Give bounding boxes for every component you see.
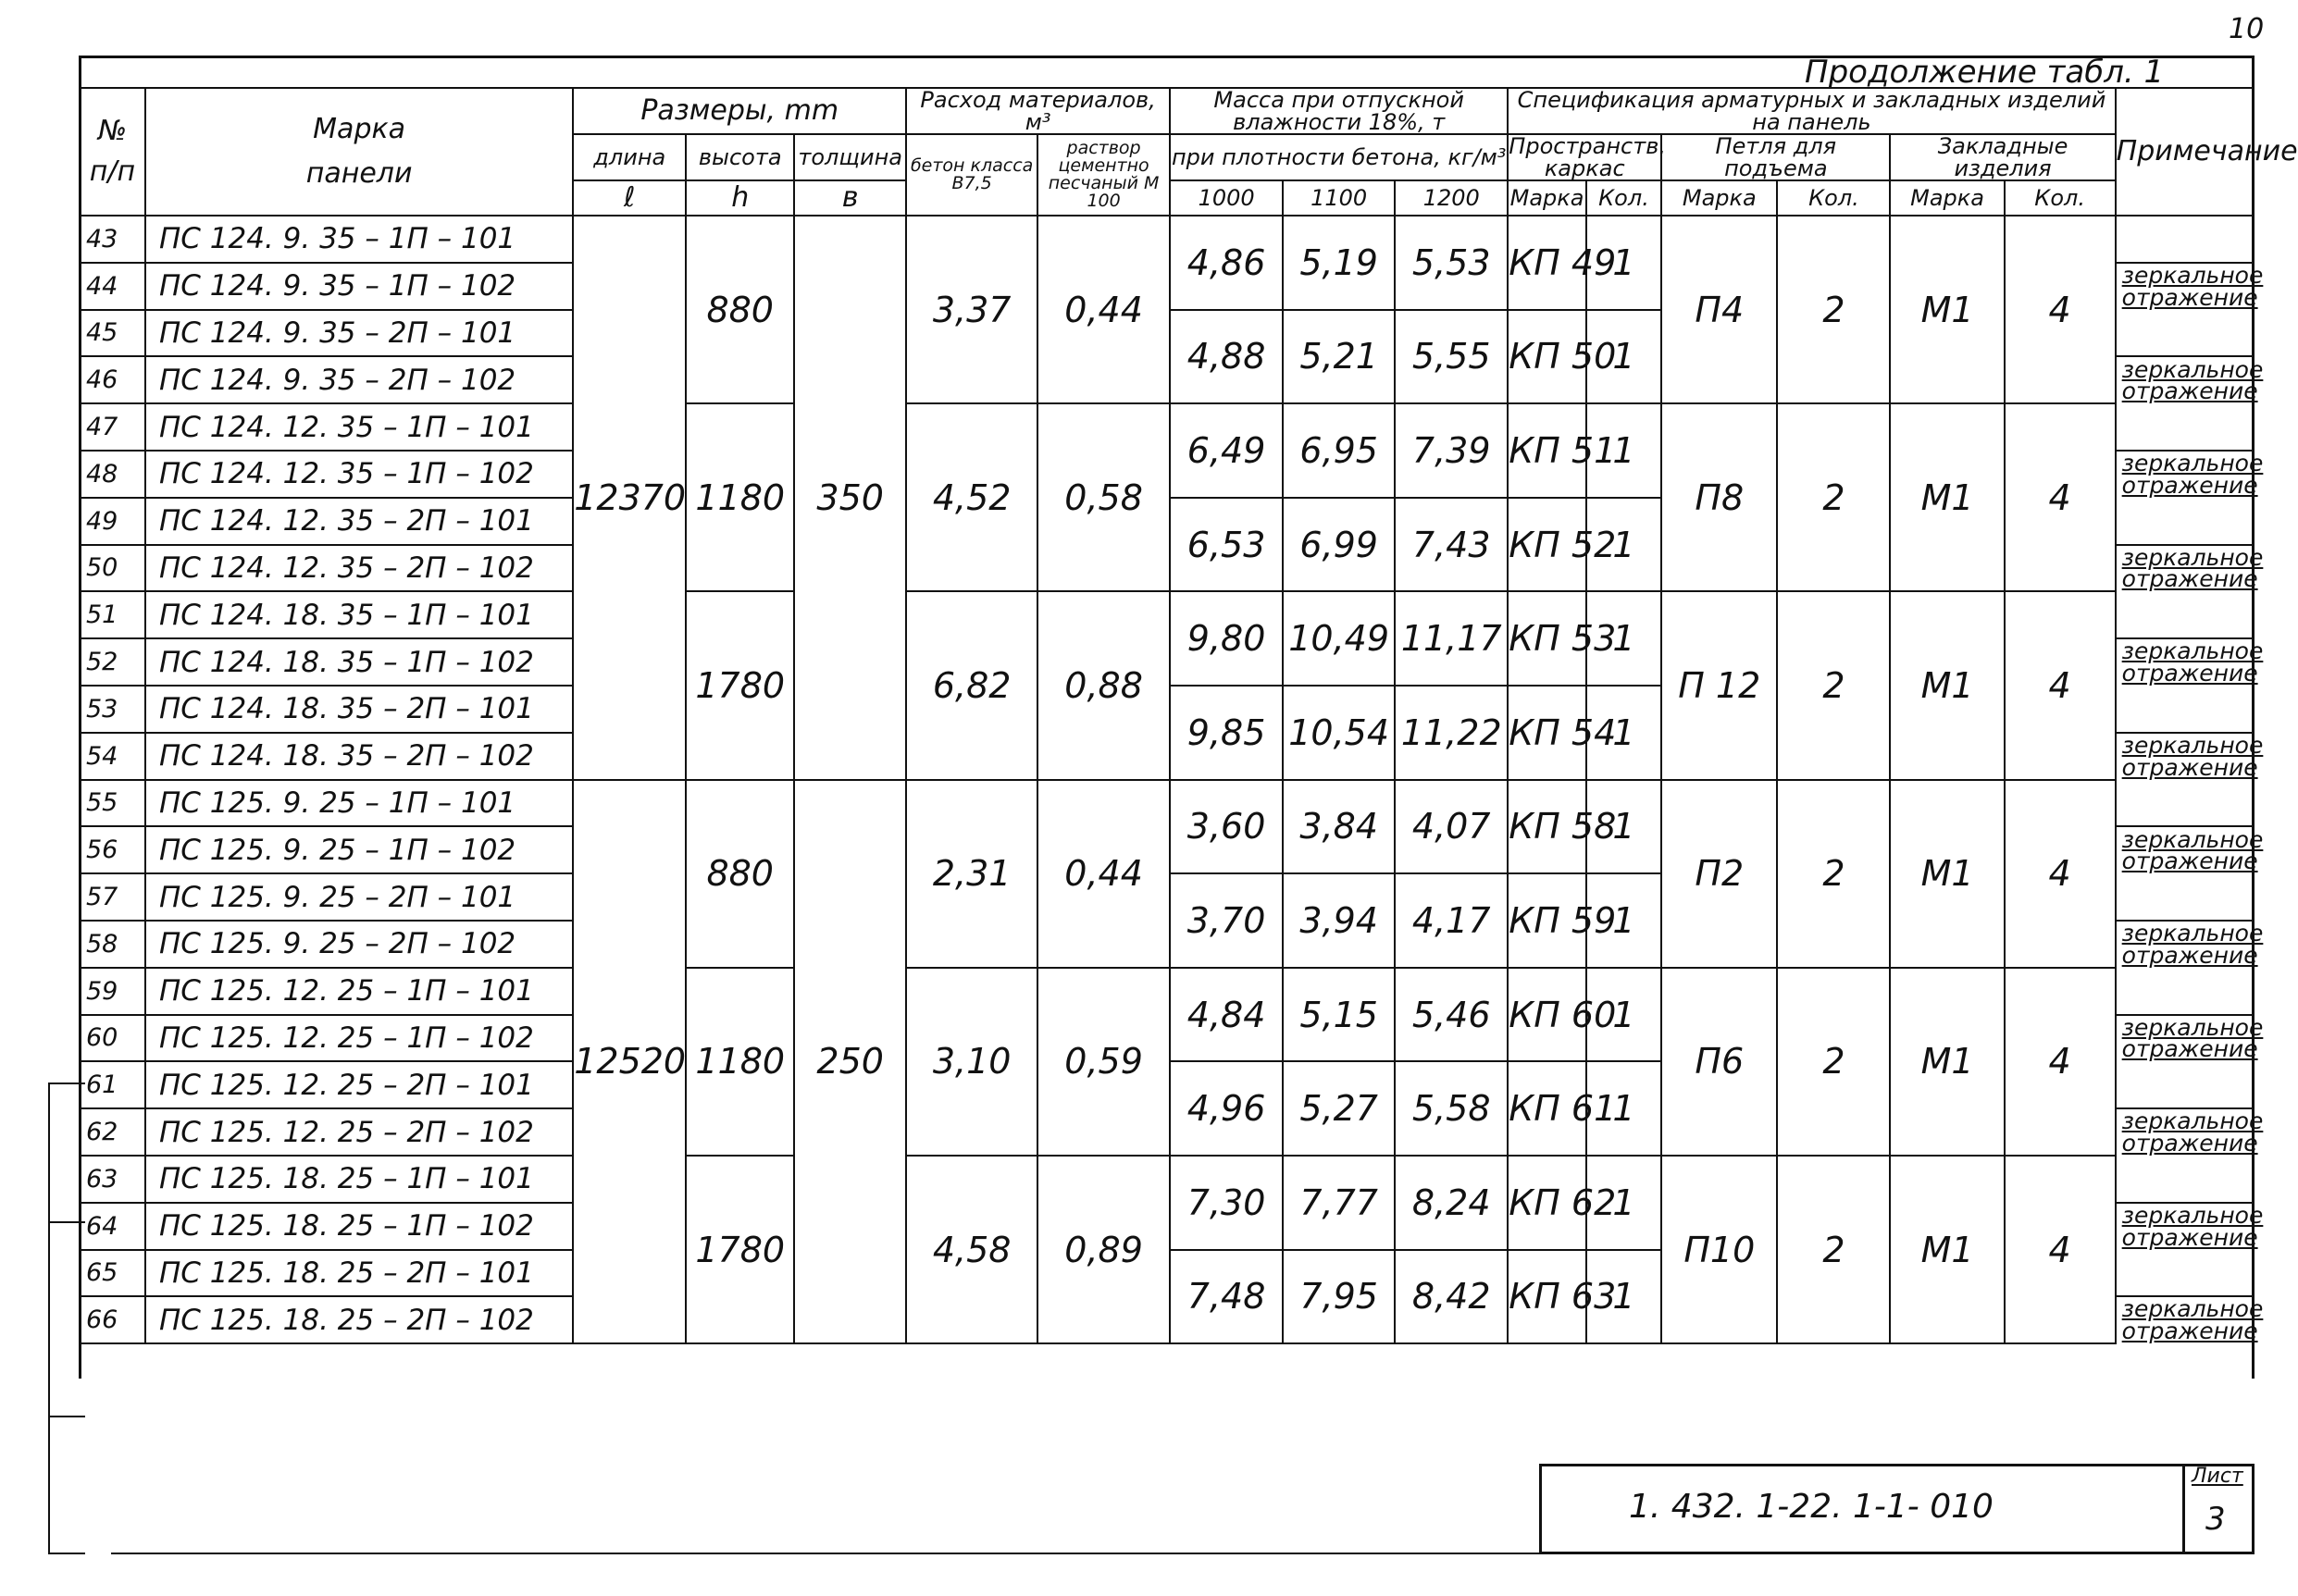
mass-1200: 11,17 — [1395, 591, 1508, 686]
header-density: при плотности бетона, кг/м³ — [1170, 134, 1508, 180]
embed-mark: М1 — [1890, 591, 2004, 779]
loop-qty: 2 — [1777, 1156, 1890, 1343]
thickness-value: 250 — [794, 780, 906, 1344]
header-mortar: раствор цементно песчаный М 100 — [1037, 134, 1170, 216]
note-text: зеркальное отражение — [2121, 543, 2264, 593]
note-blank — [2116, 686, 2254, 733]
mass-1000: 9,80 — [1170, 591, 1283, 686]
note-blank — [2116, 1061, 2254, 1108]
header-dims: Размеры, mm — [573, 88, 906, 134]
row-number: 55 — [80, 780, 145, 827]
note-cell — [2116, 1295, 2264, 1345]
note-blank — [2116, 1250, 2254, 1297]
note-text: зеркальное отражение — [2121, 825, 2264, 875]
concrete-volume: 4,52 — [906, 403, 1037, 591]
panel-mark: ПС 125. 12. 25 – 1П – 102 — [145, 1015, 573, 1062]
note-cell — [2116, 825, 2264, 875]
header-no: № п/п — [80, 88, 145, 216]
row-number: 60 — [80, 1015, 145, 1062]
mortar-volume: 0,44 — [1037, 216, 1170, 403]
note-cell — [2116, 355, 2264, 405]
header-loop: Петля для подъема — [1661, 134, 1890, 180]
note-text: зеркальное отражение — [2121, 1107, 2264, 1157]
header-note: Примечание — [2116, 88, 2254, 216]
mass-1000: 3,70 — [1170, 873, 1283, 968]
note-cell — [2116, 450, 2264, 499]
row-number: 63 — [80, 1156, 145, 1203]
note-text: зеркальное отражение — [2121, 1013, 2264, 1063]
header-length: длина — [573, 134, 686, 180]
height-value: 1780 — [686, 591, 794, 779]
panel-mark: ПС 125. 18. 25 – 2П – 102 — [145, 1296, 573, 1343]
frame-qty: 1 — [1586, 591, 1661, 686]
length-value: 12370 — [573, 216, 686, 780]
row-number: 45 — [80, 310, 145, 357]
header-d1000: 1000 — [1170, 180, 1283, 216]
panel-mark: ПС 125. 12. 25 – 1П – 101 — [145, 968, 573, 1015]
embed-qty: 4 — [2005, 591, 2116, 779]
document-code: 1. 432. 1-22. 1-1- 010 — [1629, 1488, 1994, 1526]
page-number: 10 — [2229, 13, 2265, 45]
header-spec: Спецификация арматурных и закладных изделий на панель — [1508, 88, 2115, 134]
row-number: 57 — [80, 873, 145, 921]
embed-qty: 4 — [2005, 780, 2116, 968]
note-text: зеркальное отражение — [2121, 731, 2264, 781]
header-frame: Пространств. каркас — [1509, 133, 1667, 181]
header-frame-mark: Марка — [1508, 180, 1586, 216]
table-row — [80, 968, 2254, 1015]
sheet-number: 3 — [2205, 1501, 2226, 1538]
concrete-volume: 3,37 — [906, 216, 1037, 403]
frame-mark: КП 52 — [1508, 498, 1586, 592]
mortar-volume: 0,89 — [1037, 1156, 1170, 1343]
frame-mark: КП 59 — [1508, 873, 1586, 968]
frame-mark: КП 50 — [1508, 310, 1586, 404]
row-number: 43 — [80, 216, 145, 263]
header-embed: Закладные изделия — [1890, 134, 2115, 180]
panel-mark: ПС 124. 9. 35 – 2П – 102 — [145, 356, 573, 403]
panel-mark: ПС 124. 9. 35 – 2П – 101 — [145, 310, 573, 357]
mass-1000: 7,30 — [1170, 1156, 1283, 1250]
mass-1200: 5,46 — [1395, 968, 1508, 1062]
frame-mark: КП 61 — [1508, 1061, 1586, 1156]
mass-1200: 7,39 — [1395, 403, 1508, 498]
loop-mark: П4 — [1661, 216, 1777, 403]
mass-1100: 5,21 — [1283, 310, 1395, 404]
note-blank — [2116, 310, 2254, 357]
mass-1200: 8,42 — [1395, 1250, 1508, 1344]
panel-mark: ПС 124. 12. 35 – 1П – 102 — [145, 451, 573, 498]
frame-mark: КП 54 — [1508, 686, 1586, 780]
concrete-volume: 4,58 — [906, 1156, 1037, 1343]
mass-1100: 10,54 — [1283, 686, 1395, 780]
frame-qty: 1 — [1586, 968, 1661, 1062]
panel-mark: ПС 125. 9. 25 – 2П – 102 — [145, 921, 573, 968]
row-number: 56 — [80, 826, 145, 873]
concrete-volume: 2,31 — [906, 780, 1037, 968]
mass-1100: 6,99 — [1283, 498, 1395, 592]
loop-mark: П8 — [1661, 403, 1777, 591]
note-text: зеркальное отражение — [2121, 637, 2264, 687]
frame-qty: 1 — [1586, 310, 1661, 404]
header-d1100: 1100 — [1283, 180, 1395, 216]
note-text: зеркальное отражение — [2121, 1201, 2264, 1251]
frame-mark: КП 58 — [1508, 780, 1586, 874]
frame-qty: 1 — [1586, 873, 1661, 968]
panel-mark: ПС 125. 18. 25 – 2П – 101 — [145, 1250, 573, 1297]
mass-1000: 3,60 — [1170, 780, 1283, 874]
panel-mark: ПС 124. 18. 35 – 2П – 101 — [145, 686, 573, 733]
row-number: 59 — [80, 968, 145, 1015]
embed-mark: М1 — [1890, 1156, 2004, 1343]
mass-1000: 4,96 — [1170, 1061, 1283, 1156]
mortar-volume: 0,44 — [1037, 780, 1170, 968]
frame-qty: 1 — [1586, 1250, 1661, 1344]
panel-mark: ПС 124. 18. 35 – 1П – 101 — [145, 591, 573, 638]
continuation-label: Продолжение табл. 1 — [1805, 54, 2165, 91]
height-value: 880 — [686, 780, 794, 968]
note-blank — [2116, 403, 2254, 451]
loop-mark: П10 — [1661, 1156, 1777, 1343]
header-thickness-sym: в — [794, 180, 906, 216]
note-cell — [2116, 920, 2264, 969]
bottom-rule — [111, 1553, 1925, 1554]
mortar-volume: 0,88 — [1037, 591, 1170, 779]
embed-qty: 4 — [2005, 1156, 2116, 1343]
sheet-label: Лист — [2192, 1465, 2243, 1488]
frame-mark: КП 62 — [1508, 1156, 1586, 1250]
mass-1200: 5,55 — [1395, 310, 1508, 404]
mass-1000: 4,84 — [1170, 968, 1283, 1062]
mass-1100: 3,94 — [1283, 873, 1395, 968]
frame-mark: КП 51 — [1508, 403, 1586, 498]
frame-mark: КП 63 — [1508, 1250, 1586, 1344]
height-value: 1780 — [686, 1156, 794, 1343]
frame-qty: 1 — [1586, 780, 1661, 874]
note-blank — [2116, 1156, 2254, 1203]
frame-qty: 1 — [1586, 1156, 1661, 1250]
binding-divider — [48, 1221, 85, 1223]
note-text: зеркальное отражение — [2121, 355, 2264, 405]
row-number: 48 — [80, 451, 145, 498]
table-row — [80, 403, 2254, 451]
row-number: 64 — [80, 1203, 145, 1250]
loop-mark: П 12 — [1661, 591, 1777, 779]
row-number: 54 — [80, 733, 145, 780]
panel-mark: ПС 124. 18. 35 – 1П – 102 — [145, 638, 573, 686]
panel-mark: ПС 124. 18. 35 – 2П – 102 — [145, 733, 573, 780]
mass-1000: 6,53 — [1170, 498, 1283, 592]
panel-mark: ПС 125. 18. 25 – 1П – 102 — [145, 1203, 573, 1250]
note-blank — [2116, 591, 2254, 638]
header-loop-mark: Марка — [1661, 180, 1777, 216]
note-blank — [2116, 216, 2254, 263]
mass-1100: 5,19 — [1283, 216, 1395, 310]
panel-mark: ПС 124. 12. 35 – 2П – 101 — [145, 498, 573, 545]
concrete-volume: 6,82 — [906, 591, 1037, 779]
spec-table — [79, 87, 2298, 1345]
row-number: 66 — [80, 1296, 145, 1343]
row-number: 65 — [80, 1250, 145, 1297]
row-number: 46 — [80, 356, 145, 403]
frame-qty: 1 — [1586, 686, 1661, 780]
embed-mark: М1 — [1890, 216, 2004, 403]
row-number: 47 — [80, 403, 145, 451]
row-number: 49 — [80, 498, 145, 545]
thickness-value: 350 — [794, 216, 906, 780]
binding-divider — [48, 1416, 85, 1417]
note-text: зеркальное отражение — [2121, 450, 2264, 499]
row-number: 61 — [80, 1061, 145, 1108]
header-mass: Масса при отпускной влажности 18%, т — [1170, 88, 1508, 134]
loop-qty: 2 — [1777, 216, 1890, 403]
note-text: зеркальное отражение — [2121, 261, 2264, 311]
header-length-sym: ℓ — [573, 180, 686, 216]
height-value: 1180 — [686, 968, 794, 1156]
row-number: 44 — [80, 263, 145, 310]
header-height-sym: h — [686, 180, 794, 216]
panel-mark: ПС 124. 12. 35 – 1П – 101 — [145, 403, 573, 451]
mass-1100: 6,95 — [1283, 403, 1395, 498]
panel-mark: ПС 125. 9. 25 – 1П – 101 — [145, 780, 573, 827]
frame-qty: 1 — [1586, 403, 1661, 498]
row-number: 52 — [80, 638, 145, 686]
frame-mark: КП 60 — [1508, 968, 1586, 1062]
loop-mark: П2 — [1661, 780, 1777, 968]
mass-1100: 7,95 — [1283, 1250, 1395, 1344]
panel-mark: ПС 125. 18. 25 – 1П – 101 — [145, 1156, 573, 1203]
embed-qty: 4 — [2005, 968, 2116, 1156]
note-cell — [2116, 261, 2264, 311]
height-value: 1180 — [686, 403, 794, 591]
height-value: 880 — [686, 216, 794, 403]
note-text: зеркальное отражение — [2121, 920, 2264, 969]
note-cell — [2116, 1107, 2264, 1157]
header-embed-qty: Кол. — [2005, 180, 2116, 216]
mass-1200: 4,07 — [1395, 780, 1508, 874]
row-number: 53 — [80, 686, 145, 733]
header-loop-qty: Кол. — [1777, 180, 1890, 216]
mortar-volume: 0,59 — [1037, 968, 1170, 1156]
panel-mark: ПС 125. 9. 25 – 2П – 101 — [145, 873, 573, 921]
table-row — [80, 780, 2254, 827]
row-number: 62 — [80, 1108, 145, 1156]
note-text: зеркальное отражение — [2121, 1295, 2264, 1345]
table-row — [80, 591, 2254, 638]
note-cell — [2116, 731, 2264, 781]
mass-1000: 7,48 — [1170, 1250, 1283, 1344]
mass-1200: 4,17 — [1395, 873, 1508, 968]
embed-mark: М1 — [1890, 968, 2004, 1156]
header-concrete: бетон класса В7,5 — [906, 134, 1037, 216]
loop-qty: 2 — [1777, 403, 1890, 591]
note-cell — [2116, 637, 2264, 687]
panel-mark: ПС 124. 12. 35 – 2П – 102 — [145, 545, 573, 592]
header-d1200: 1200 — [1395, 180, 1508, 216]
frame-mark: КП 49 — [1508, 216, 1586, 310]
embed-mark: М1 — [1890, 780, 2004, 968]
embed-mark: М1 — [1890, 403, 2004, 591]
mortar-volume: 0,58 — [1037, 403, 1170, 591]
note-cell — [2116, 543, 2264, 593]
frame-qty: 1 — [1586, 216, 1661, 310]
mass-1200: 11,22 — [1395, 686, 1508, 780]
note-blank — [2116, 780, 2254, 827]
concrete-volume: 3,10 — [906, 968, 1037, 1156]
mass-1200: 5,58 — [1395, 1061, 1508, 1156]
mass-1100: 10,49 — [1283, 591, 1395, 686]
note-cell — [2116, 1013, 2264, 1063]
note-blank — [2116, 873, 2254, 921]
frame-qty: 1 — [1586, 1061, 1661, 1156]
header-frame-qty: Кол. — [1586, 180, 1661, 216]
mass-1100: 3,84 — [1283, 780, 1395, 874]
table-row — [80, 1156, 2254, 1203]
note-cell — [2116, 1201, 2264, 1251]
table-row — [80, 216, 2254, 263]
panel-mark: ПС 124. 9. 35 – 1П – 102 — [145, 263, 573, 310]
mass-1000: 6,49 — [1170, 403, 1283, 498]
mass-1100: 7,77 — [1283, 1156, 1395, 1250]
loop-qty: 2 — [1777, 968, 1890, 1156]
panel-mark: ПС 125. 12. 25 – 2П – 102 — [145, 1108, 573, 1156]
mass-1000: 9,85 — [1170, 686, 1283, 780]
header-consumption: Расход материалов, м³ — [906, 88, 1170, 134]
header-height: высота — [686, 134, 794, 180]
embed-qty: 4 — [2005, 403, 2116, 591]
mass-1200: 8,24 — [1395, 1156, 1508, 1250]
panel-mark: ПС 125. 9. 25 – 1П – 102 — [145, 826, 573, 873]
loop-qty: 2 — [1777, 591, 1890, 779]
mass-1000: 4,86 — [1170, 216, 1283, 310]
row-number: 51 — [80, 591, 145, 638]
embed-qty: 4 — [2005, 216, 2116, 403]
loop-qty: 2 — [1777, 780, 1890, 968]
header-embed-mark: Марка — [1890, 180, 2004, 216]
note-blank — [2116, 498, 2254, 545]
header-mark: Марка панели — [145, 88, 573, 216]
loop-mark: П6 — [1661, 968, 1777, 1156]
mass-1200: 7,43 — [1395, 498, 1508, 592]
row-number: 50 — [80, 545, 145, 592]
header-thickness: толщина — [794, 134, 906, 180]
mass-1100: 5,15 — [1283, 968, 1395, 1062]
mass-1100: 5,27 — [1283, 1061, 1395, 1156]
frame-qty: 1 — [1586, 498, 1661, 592]
row-number: 58 — [80, 921, 145, 968]
binding-margin-box — [48, 1083, 85, 1554]
mass-1000: 4,88 — [1170, 310, 1283, 404]
mass-1200: 5,53 — [1395, 216, 1508, 310]
frame-mark: КП 53 — [1508, 591, 1586, 686]
panel-mark: ПС 125. 12. 25 – 2П – 101 — [145, 1061, 573, 1108]
panel-mark: ПС 124. 9. 35 – 1П – 101 — [145, 216, 573, 263]
length-value: 12520 — [573, 780, 686, 1344]
note-blank — [2116, 968, 2254, 1015]
